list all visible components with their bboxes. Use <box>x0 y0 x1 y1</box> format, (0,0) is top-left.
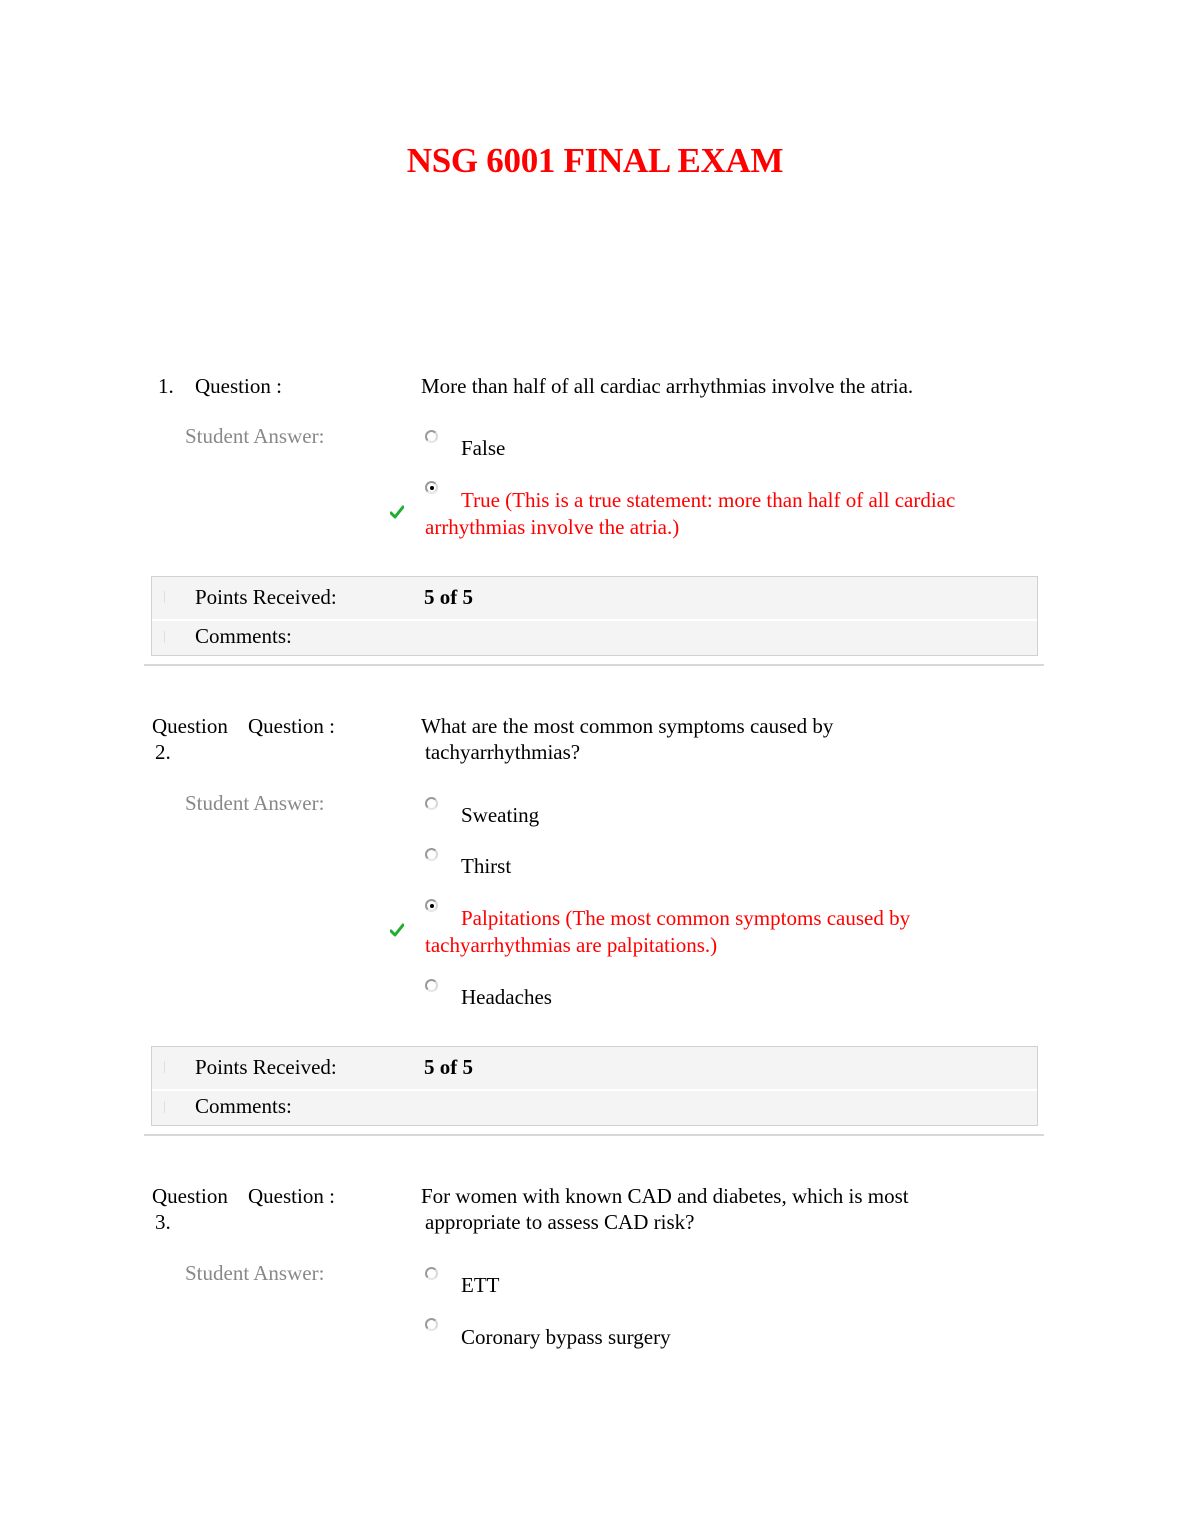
row-marker <box>164 631 165 643</box>
row-marker <box>164 1101 165 1113</box>
answer-text-correct-line-1: True (This is a true statement: more than half of all cardiac <box>461 488 956 512</box>
question-label: Question : <box>248 1184 335 1208</box>
row-separator <box>152 619 1037 621</box>
question-text-line-2: tachyarrhythmias? <box>425 740 581 764</box>
student-answer-label: Student Answer: <box>185 791 325 815</box>
radio-button-unselected[interactable] <box>425 1318 438 1331</box>
checkmark-icon <box>390 505 404 519</box>
points-box <box>151 1046 1038 1126</box>
question-number: 3. <box>155 1210 171 1234</box>
question-text: More than half of all cardiac arrhythmias involve the atria. <box>421 374 914 398</box>
points-received-value: 5 of 5 <box>424 1055 473 1079</box>
row-separator <box>152 1089 1037 1091</box>
student-answer-label: Student Answer: <box>185 424 325 448</box>
exam-title: NSG 6001 FINAL EXAM <box>406 141 784 180</box>
question-prefix: Question <box>152 1184 228 1208</box>
row-marker <box>164 1061 165 1073</box>
radio-button-unselected[interactable] <box>425 797 438 810</box>
answer-text: Sweating <box>461 803 540 827</box>
answer-text: Headaches <box>461 985 552 1009</box>
points-received-label: Points Received: <box>195 585 337 609</box>
radio-button-unselected[interactable] <box>425 848 438 861</box>
answer-text-correct-line-2: arrhythmias involve the atria.) <box>425 515 680 539</box>
radio-button-unselected[interactable] <box>425 979 438 992</box>
answer-text: ETT <box>461 1273 500 1297</box>
radio-button-unselected[interactable] <box>425 1267 438 1280</box>
question-divider <box>144 664 1044 666</box>
question-number: 2. <box>155 740 171 764</box>
answer-text: Coronary bypass surgery <box>461 1325 671 1349</box>
points-received-label: Points Received: <box>195 1055 337 1079</box>
answer-text-correct-line-1: Palpitations (The most common symptoms caused by <box>461 906 911 930</box>
radio-button-unselected[interactable] <box>425 430 438 443</box>
answer-text-correct-line-2: tachyarrhythmias are palpitations.) <box>425 933 718 957</box>
student-answer-label: Student Answer: <box>185 1261 325 1285</box>
question-text-line-1: What are the most common symptoms caused by <box>421 714 834 738</box>
points-box <box>151 576 1038 656</box>
comments-label: Comments: <box>195 624 292 648</box>
question-text-line-1: For women with known CAD and diabetes, which is most <box>421 1184 909 1208</box>
answer-text: Thirst <box>461 854 512 878</box>
question-prefix: Question <box>152 714 228 738</box>
radio-button-selected[interactable] <box>425 481 438 494</box>
question-text-line-2: appropriate to assess CAD risk? <box>425 1210 695 1234</box>
question-divider <box>144 1134 1044 1136</box>
checkmark-icon <box>390 923 404 937</box>
answer-text: False <box>461 436 506 460</box>
row-marker <box>164 591 165 603</box>
question-label: Question : <box>195 374 282 398</box>
points-received-value: 5 of 5 <box>424 585 473 609</box>
comments-label: Comments: <box>195 1094 292 1118</box>
question-number: 1. <box>158 374 174 398</box>
question-label: Question : <box>248 714 335 738</box>
radio-button-selected[interactable] <box>425 899 438 912</box>
